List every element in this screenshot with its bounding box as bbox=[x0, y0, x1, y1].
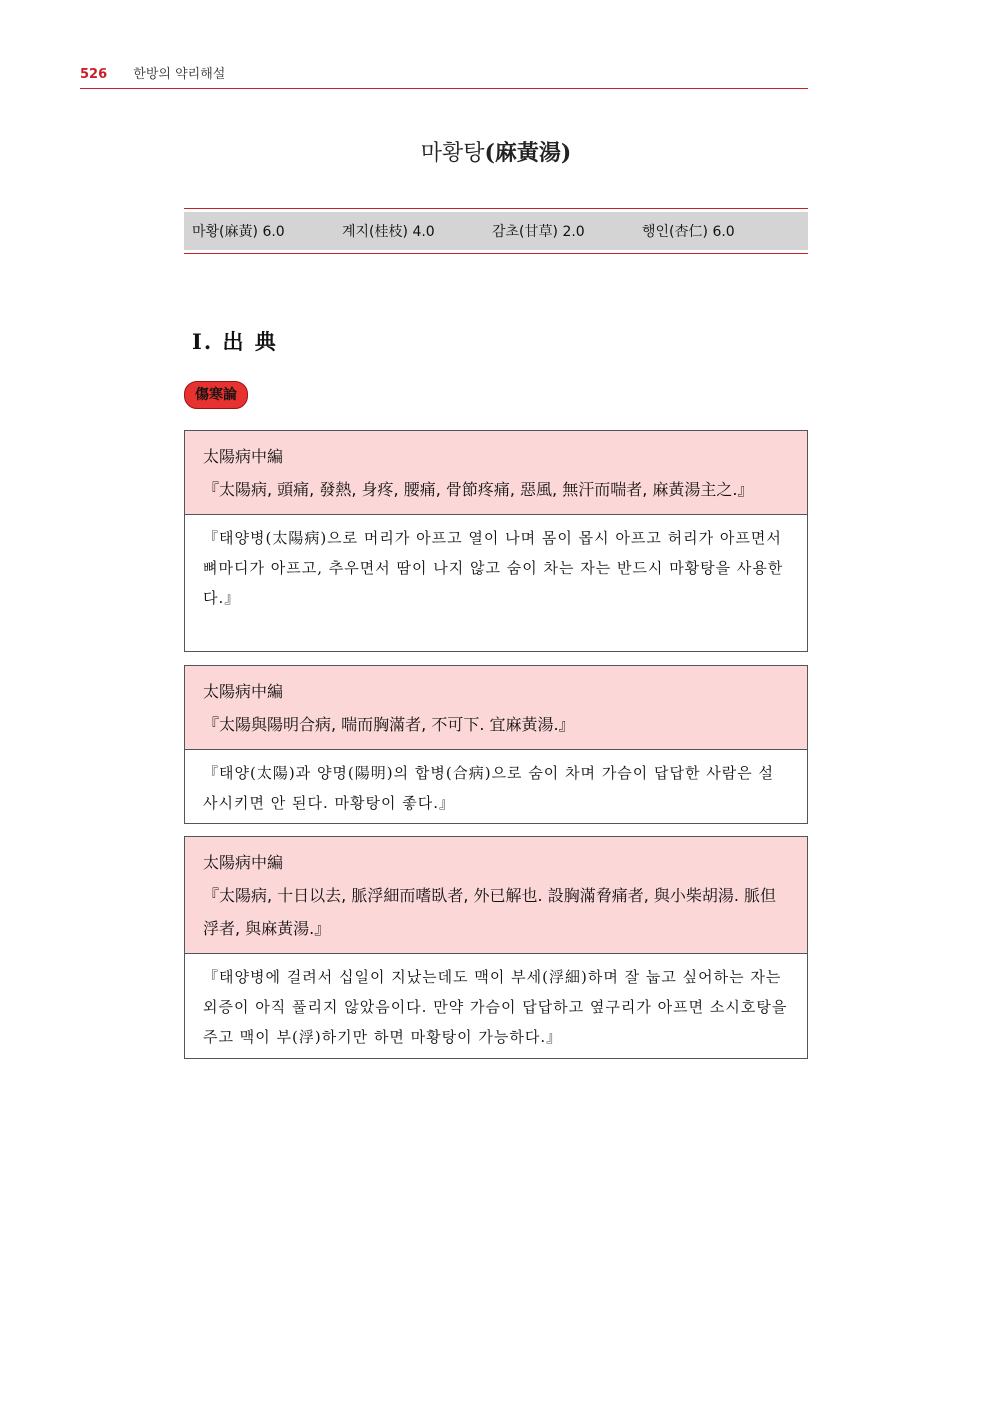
page-number: 526 bbox=[80, 67, 108, 82]
quote-translation: 『태양병(太陽病)으로 머리가 아프고 열이 나며 몸이 몹시 아프고 허리가 아프면서 뼈마디가 아프고, 추우면서 땀이 나지 않고 숨이 차는 자는 반드시 마황탕을 사용한다.』 bbox=[203, 529, 784, 607]
book-title: 한방의 약리해설 bbox=[133, 67, 226, 82]
quote-block bbox=[184, 430, 808, 652]
ingredient-amount: 4.0 bbox=[412, 224, 435, 240]
prescription-title bbox=[184, 136, 808, 167]
ingredient bbox=[492, 221, 642, 241]
quote-original: 『太陽病, 頭痛, 發熱, 身疼, 腰痛, 骨節疼痛, 惡風, 無汗而喘者, 麻黃湯主之.』 bbox=[203, 480, 754, 499]
quote-source bbox=[185, 431, 807, 515]
ingredient bbox=[642, 221, 792, 241]
ingredient-name: 마황(麻黃) bbox=[192, 224, 258, 240]
quote-original: 『太陽與陽明合病, 喘而胸滿者, 不可下. 宜麻黃湯.』 bbox=[203, 715, 575, 734]
ingredient-name: 행인(杏仁) bbox=[642, 224, 708, 240]
quote-source bbox=[185, 837, 807, 954]
title-korean: 마황탕 bbox=[420, 141, 485, 166]
page-header bbox=[80, 64, 808, 89]
section-heading: Ⅰ. 出 典 bbox=[192, 329, 278, 354]
title-hanja: (麻黃湯) bbox=[484, 140, 572, 166]
ingredient bbox=[342, 221, 492, 241]
quote-chapter: 太陽病中編 bbox=[203, 447, 284, 466]
quote-original: 『太陽病, 十日以去, 脈浮細而嗜臥者, 外已解也. 設胸滿脅痛者, 與小柴胡湯. 脈但 浮者, 與麻黃湯.』 bbox=[203, 886, 777, 938]
ingredient-amount: 6.0 bbox=[262, 224, 285, 240]
formula-box bbox=[184, 208, 808, 254]
ingredient-amount: 2.0 bbox=[562, 224, 585, 240]
quote-source bbox=[185, 666, 807, 750]
ingredient bbox=[192, 221, 342, 241]
ingredient-name: 계지(桂枝) bbox=[342, 224, 408, 240]
formula-bar bbox=[184, 212, 808, 250]
source-badge: 傷寒論 bbox=[184, 381, 248, 409]
quote-chapter: 太陽病中編 bbox=[203, 853, 284, 872]
quote-translation: 『태양병에 걸려서 십일이 지났는데도 맥이 부세(浮細)하며 잘 눕고 싶어하는 자는 외증이 아직 풀리지 않았음이다. 만약 가슴이 답답하고 옆구리가 아프면 소시호탕을 주고 맥이 부(浮)하기만 하면 마황탕이 가능하다.』 bbox=[203, 968, 788, 1046]
quote-block bbox=[184, 665, 808, 824]
quote-chapter: 太陽病中編 bbox=[203, 682, 284, 701]
quote-translation: 『태양(太陽)과 양명(陽明)의 합병(合病)으로 숨이 차며 가슴이 답답한 사람은 설사시키면 안 된다. 마황탕이 좋다.』 bbox=[203, 764, 775, 812]
quote-block bbox=[184, 836, 808, 1059]
ingredient-amount: 6.0 bbox=[712, 224, 735, 240]
ingredient-name: 감초(甘草) bbox=[492, 224, 558, 240]
